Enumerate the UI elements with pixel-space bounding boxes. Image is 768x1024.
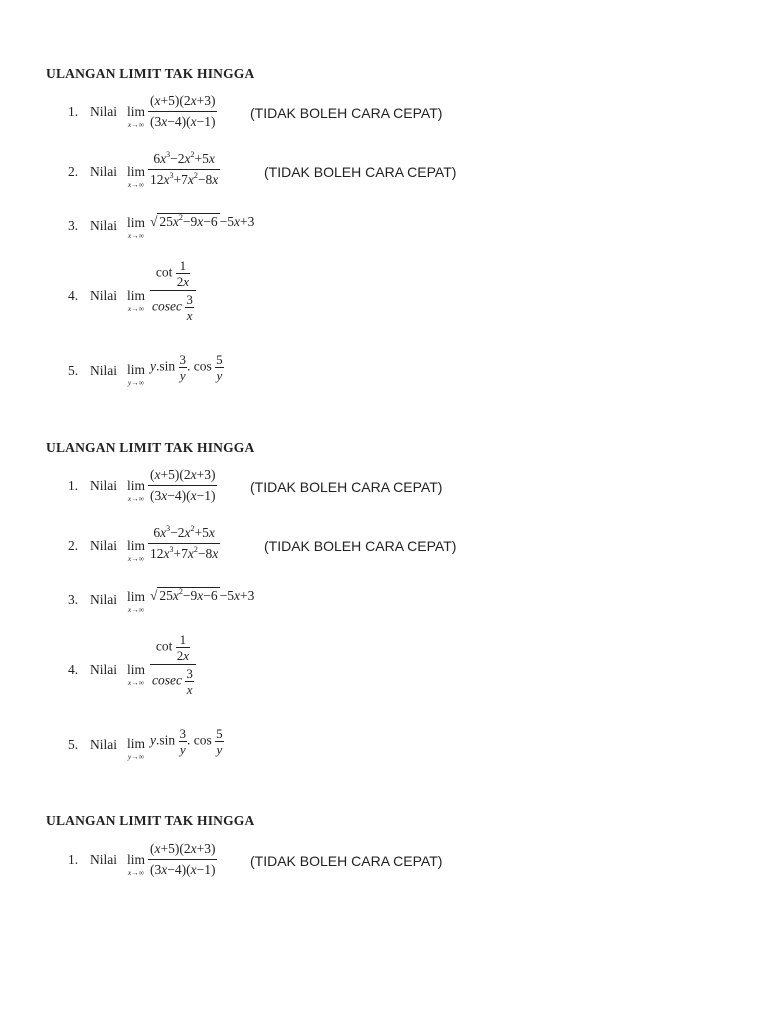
limit-operator: lim x→∞ bbox=[126, 288, 145, 313]
limit-expression: $\frac{(x+5)(2x+3)}{(3x-4)(x-1)}$ bbox=[150, 841, 216, 877]
section-heading: ULANGAN LIMIT TAK HINGGA bbox=[46, 813, 255, 828]
limit-operator: lim x→∞ bbox=[126, 852, 145, 877]
question-number: 4. bbox=[68, 662, 79, 677]
limit-operator: lim x→∞ bbox=[126, 589, 145, 614]
instruction-note: (TIDAK BOLEH CARA CEPAT) bbox=[250, 853, 443, 869]
limit-operator: lim x→∞ bbox=[126, 478, 145, 503]
question-word: Nilai bbox=[90, 478, 117, 493]
limit-expression: √ $25x^2-9x-6 -5x+3$ bbox=[150, 213, 255, 229]
limit-operator: lim y→∞ bbox=[126, 736, 145, 761]
limit-expression: √ $25x^2-9x-6 -5x+3$ bbox=[150, 587, 255, 603]
instruction-note: (TIDAK BOLEH CARA CEPAT) bbox=[264, 538, 457, 554]
limit-expression: $\frac{(x+5)(2x+3)}{(3x-4)(x-1)}$ bbox=[150, 93, 216, 129]
question-word: Nilai bbox=[90, 288, 117, 303]
section-heading: ULANGAN LIMIT TAK HINGGA bbox=[46, 66, 255, 81]
question-word: Nilai bbox=[90, 662, 117, 677]
instruction-note: (TIDAK BOLEH CARA CEPAT) bbox=[250, 105, 443, 121]
question-word: Nilai bbox=[90, 852, 117, 867]
instruction-note: (TIDAK BOLEH CARA CEPAT) bbox=[250, 479, 443, 495]
question-word: Nilai bbox=[90, 592, 117, 607]
question-number: 5. bbox=[68, 363, 79, 378]
question-word: Nilai bbox=[90, 363, 117, 378]
question-number: 5. bbox=[68, 737, 79, 752]
question-word: Nilai bbox=[90, 538, 117, 553]
question-word: Nilai bbox=[90, 164, 117, 179]
limit-operator: lim x→∞ bbox=[126, 538, 145, 563]
limit-expression: y.sin $\frac{3}{y}$ . cos $\frac{5}{y}$ bbox=[150, 352, 223, 383]
limit-expression: $\frac{6x^3-2x^2+5x}{12x^3+7x^2-8x}$ bbox=[150, 524, 219, 561]
limit-expression: $\frac{(x+5)(2x+3)}{(3x-4)(x-1)}$ bbox=[150, 467, 216, 503]
question-number: 3. bbox=[68, 218, 79, 233]
limit-operator: lim x→∞ bbox=[126, 164, 145, 189]
question-number: 2. bbox=[68, 164, 79, 179]
question-number: 1. bbox=[68, 478, 79, 493]
question-word: Nilai bbox=[90, 104, 117, 119]
limit-expression: y.sin $\frac{3}{y}$ . cos $\frac{5}{y}$ bbox=[150, 726, 223, 757]
question-number: 4. bbox=[68, 288, 79, 303]
limit-operator: lim y→∞ bbox=[126, 362, 145, 387]
question-word: Nilai bbox=[90, 218, 117, 233]
section-heading: ULANGAN LIMIT TAK HINGGA bbox=[46, 440, 255, 455]
limit-expression: cot $\frac{1}{2x}$ cosec $\frac{3}{x}$ bbox=[150, 258, 196, 323]
question-number: 3. bbox=[68, 592, 79, 607]
limit-operator: lim x→∞ bbox=[126, 104, 145, 129]
limit-operator: lim x→∞ bbox=[126, 662, 145, 687]
question-number: 2. bbox=[68, 538, 79, 553]
question-word: Nilai bbox=[90, 737, 117, 752]
limit-operator: lim x→∞ bbox=[126, 215, 145, 240]
question-number: 1. bbox=[68, 852, 79, 867]
limit-expression: cot $\frac{1}{2x}$ cosec $\frac{3}{x}$ bbox=[150, 632, 196, 697]
limit-expression: $\frac{6x^3-2x^2+5x}{12x^3+7x^2-8x}$ bbox=[150, 150, 219, 187]
question-number: 1. bbox=[68, 104, 79, 119]
instruction-note: (TIDAK BOLEH CARA CEPAT) bbox=[264, 164, 457, 180]
